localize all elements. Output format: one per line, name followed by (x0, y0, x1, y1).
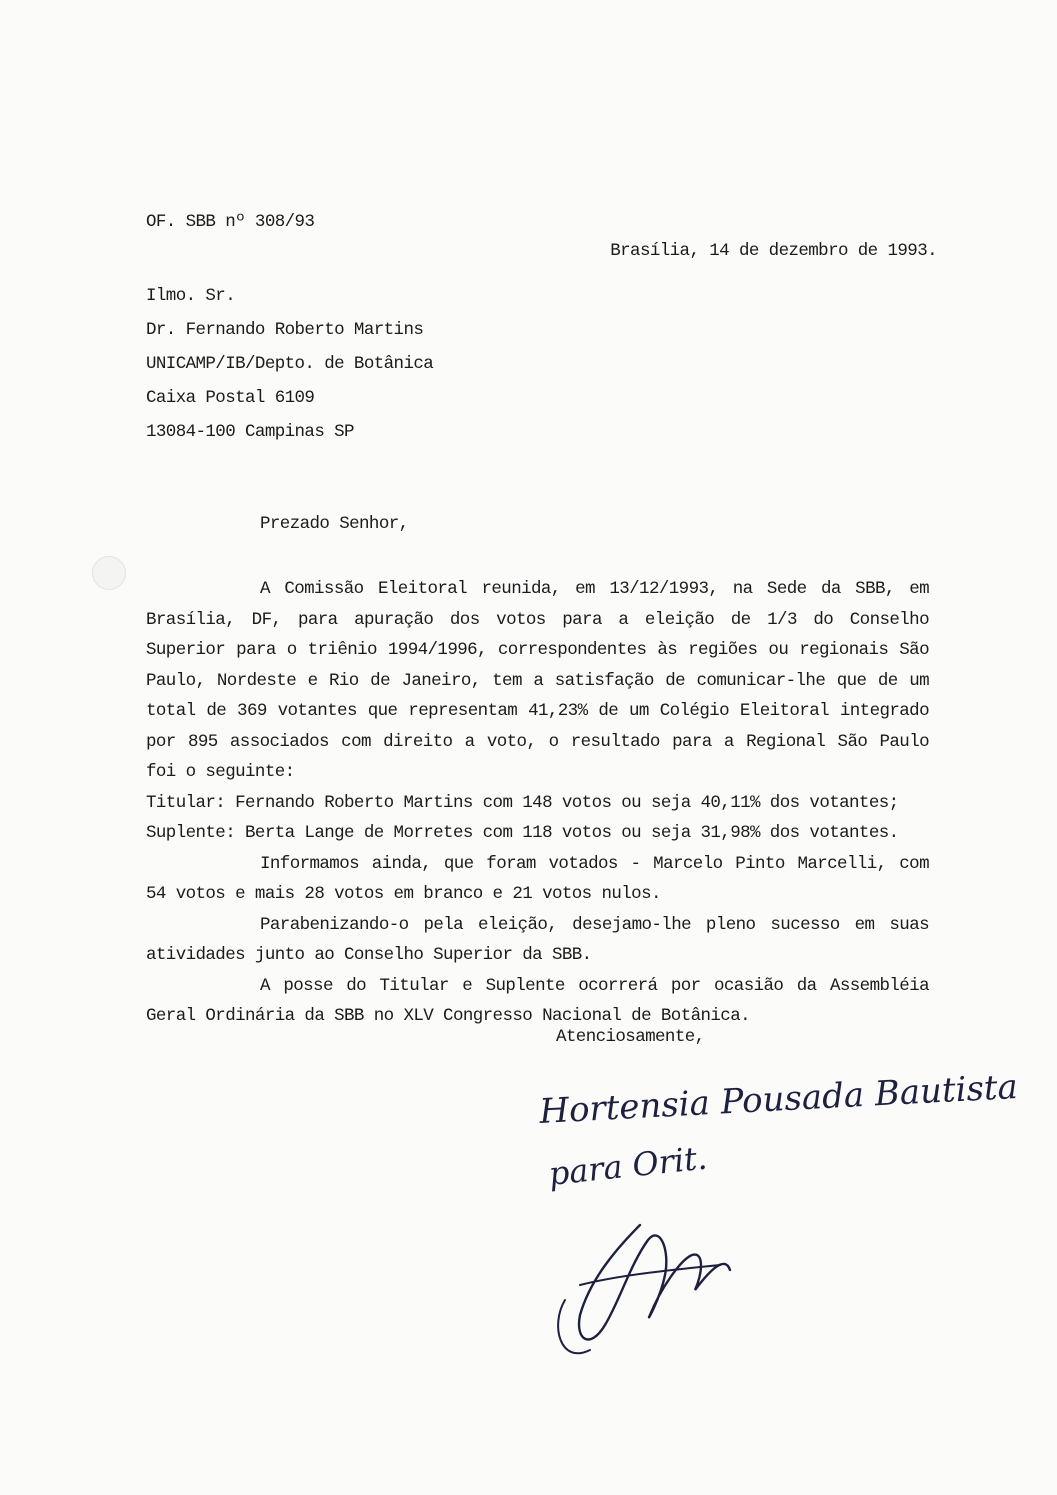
paragraph-titular: Titular: Fernando Roberto Martins com 148 votos ou seja 40,11% dos votantes; (146, 792, 899, 813)
paragraph-suplente: Suplente: Berta Lange de Morretes com 118 votos ou seja 31,98% dos votantes. (146, 823, 899, 843)
signature-name-script: Hortensia Pousada Bautista (538, 1066, 1019, 1132)
recipient-po-box: Caixa Postal 6109 (146, 388, 315, 408)
letter-reference: OF. SBB nº 308/93 (146, 212, 315, 232)
handwritten-signature (520, 1066, 1019, 1375)
paragraph-election-results: A Comissão Eleitoral reunida, em 13/12/1993, na Sede da SBB, em Brasília, DF, para apuração dos votos para a eleição de 1/3 do Conselho Superior para o triênio 1994/1996, correspondentes às regiões ou regionais São Paulo, Nordeste e Rio de Janeiro, tem a satisfação de comunicar-lhe que de um total de 369 votantes que representam 41,23% de um Colégio Eleitoral integrado por 895 associados com direito a voto, o resultado para a Regional São Paulo foi o seguinte: (146, 579, 929, 782)
letter-greeting: Prezado Senhor, (260, 514, 409, 534)
letter-body (146, 574, 929, 1032)
letter-place-date: Brasília, 14 de dezembro de 1993. (610, 241, 937, 261)
paragraph-congratulations: Parabenizando-o pela eleição, desejamo-lhe pleno sucesso em suas atividades junto ao Conselho Superior da SBB. (146, 914, 929, 965)
signature-note-script: para Orit. (546, 1138, 709, 1193)
recipient-name: Dr. Fernando Roberto Martins (146, 320, 424, 340)
paragraph-inauguration: A posse do Titular e Suplente ocorrerá por ocasião da Assembléia Geral Ordinária da SBB no XLV Congresso Nacional de Botânica. (146, 975, 929, 1026)
paragraph-other-votes: Informamos ainda, que foram votados - Marcelo Pinto Marcelli, com 54 votos e mais 28 votos em branco e 21 votos nulos. (146, 853, 929, 904)
recipient-city: 13084-100 Campinas SP (146, 422, 354, 442)
recipient-address-block (146, 279, 433, 449)
punch-hole-mark (92, 556, 126, 590)
recipient-institution: UNICAMP/IB/Depto. de Botânica (146, 354, 434, 374)
recipient-salutation-line: Ilmo. Sr. (146, 286, 236, 306)
letter-closing: Atenciosamente, (556, 1027, 705, 1047)
